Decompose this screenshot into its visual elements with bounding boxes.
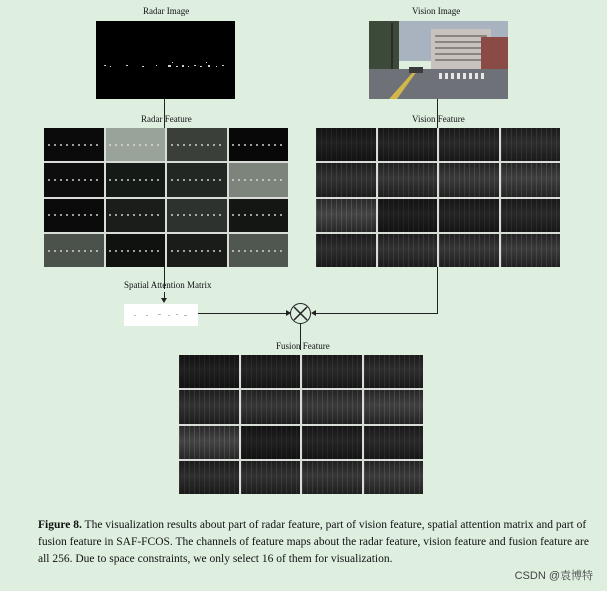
feature-map-tile (44, 199, 104, 232)
watermark: CSDN @袁博特 (514, 570, 593, 582)
feature-map-tile (302, 355, 362, 388)
feature-map-tile (364, 461, 424, 494)
feature-map-tile (501, 199, 561, 232)
spatial-attention-matrix (124, 304, 198, 326)
vision-feature-connector (437, 267, 438, 314)
feature-map-tile (316, 128, 376, 161)
arrow-head-left-icon (311, 310, 316, 316)
feature-map-tile (44, 163, 104, 196)
feature-map-tile (179, 426, 239, 459)
feature-map-tile (302, 461, 362, 494)
feature-map-tile (44, 234, 104, 267)
feature-map-tile (167, 199, 227, 232)
feature-map-tile (106, 234, 166, 267)
feature-map-tile (439, 199, 499, 232)
feature-map-tile (378, 199, 438, 232)
feature-map-tile (44, 128, 104, 161)
feature-map-tile (501, 128, 561, 161)
vision-image (369, 21, 508, 99)
caption-text: The visualization results about part of radar feature, part of vision feature, spatial attention matrix and part of fusion feature in SAF-FCOS. The channels of feature maps about the radar feature, vision feature and fusion feature are all 256. Due to space constraints, we only select 16 of them for visualization. (38, 519, 589, 565)
feature-map-tile (302, 390, 362, 423)
feature-map-tile (179, 355, 239, 388)
radar-image (96, 21, 235, 99)
feature-map-tile (378, 234, 438, 267)
feature-map-tile (302, 426, 362, 459)
feature-map-tile (501, 234, 561, 267)
feature-map-tile (241, 461, 301, 494)
feature-map-tile (439, 163, 499, 196)
feature-map-tile (179, 461, 239, 494)
feature-map-tile (316, 163, 376, 196)
feature-map-tile (229, 128, 289, 161)
feature-map-tile (167, 234, 227, 267)
feature-map-tile (106, 163, 166, 196)
feature-map-tile (316, 234, 376, 267)
arrow-head-down-icon (161, 298, 167, 303)
feature-map-tile (229, 234, 289, 267)
figure-caption (38, 517, 598, 568)
attention-to-multiply-connector (198, 313, 290, 314)
feature-map-tile (316, 199, 376, 232)
feature-map-tile (167, 163, 227, 196)
vision-feature-grid (316, 128, 560, 267)
vision-feature-label: Vision Feature (412, 114, 465, 124)
feature-map-tile (179, 390, 239, 423)
feature-map-tile (378, 163, 438, 196)
vision-to-multiply-connector (314, 313, 438, 314)
feature-map-tile (364, 426, 424, 459)
feature-map-tile (229, 163, 289, 196)
vision-image-label: Vision Image (412, 6, 461, 16)
multiply-operator-icon (290, 303, 311, 324)
fusion-feature-label: Fusion Feature (276, 341, 330, 351)
feature-map-tile (106, 128, 166, 161)
radar-image-label: Radar Image (143, 6, 190, 16)
caption-label: Figure 8. (38, 519, 82, 531)
radar-points (104, 62, 224, 67)
radar-feature-grid (44, 128, 288, 267)
feature-map-tile (167, 128, 227, 161)
spatial-attention-label: Spatial Attention Matrix (124, 280, 212, 290)
feature-map-tile (229, 199, 289, 232)
feature-map-tile (439, 128, 499, 161)
radar-feature-label: Radar Feature (141, 114, 192, 124)
fusion-feature-grid (179, 355, 423, 494)
feature-map-tile (364, 390, 424, 423)
feature-map-tile (364, 355, 424, 388)
feature-map-tile (241, 355, 301, 388)
feature-map-tile (439, 234, 499, 267)
feature-map-tile (501, 163, 561, 196)
feature-map-tile (241, 390, 301, 423)
feature-map-tile (378, 128, 438, 161)
feature-map-tile (241, 426, 301, 459)
feature-map-tile (106, 199, 166, 232)
